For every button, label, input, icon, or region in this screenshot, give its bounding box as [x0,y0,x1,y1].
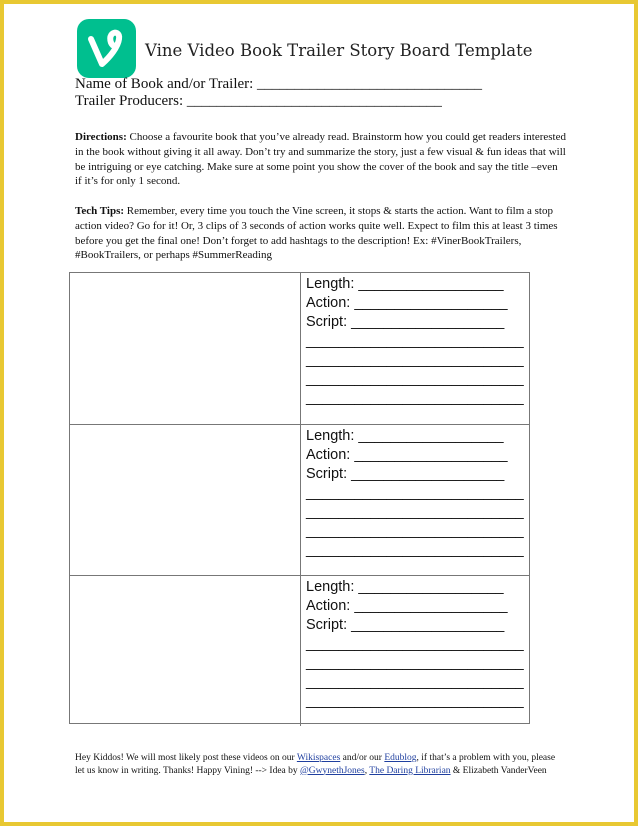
blank-line: ___________________________ [306,542,524,558]
storyboard-notes-cell [301,576,529,726]
edublog-link[interactable]: Edublog [384,753,417,763]
storyboard-table [69,272,530,724]
script-line: Script: ___________________ [306,617,505,633]
script-line: Script: ___________________ [306,314,505,330]
blank-line: ___________________________ [306,655,524,671]
storyboard-notes-cell [301,273,529,424]
blank-line: ___________________________ [306,674,524,690]
storyboard-row [70,273,529,424]
page-title: Vine Video Book Trailer Story Board Template [145,41,533,60]
footer-text: & Elizabeth VanderVeen [450,765,547,776]
vine-logo-icon [77,19,136,78]
footer-text: , [364,765,370,776]
book-name-line: Name of Book and/or Trailer: ______________________________ [75,76,483,92]
blank-line: ___________________________ [306,693,524,709]
producers-line: Trailer Producers: __________________________________ [75,93,442,109]
tech-tips-paragraph [75,204,567,263]
wikispaces-link[interactable]: Wikispaces [296,753,341,763]
directions-text: Choose a favourite book that you’ve already read. Brainstorm how you could get readers interested in the book without giving it all away. Don’t try and summarize the story, just a few visual & fun ideas that will be intriguing or eye catching. Make sure at some point you show the cover of the book and say the title –even if it’s for only 1 second. [75,131,566,188]
blank-line: ___________________________ [306,504,524,520]
gwyneth-jones-link[interactable]: @GwynethJones [300,765,365,776]
footer-text: , if that’s a problem with you, please let us know in writing. Thanks! Happy Vining! --> Idea by [75,753,556,776]
storyboard-row [70,575,529,726]
footer-note [75,752,565,777]
storyboard-notes-cell [301,425,529,575]
blank-line: ___________________________ [306,636,524,652]
tech-tips-text: Remember, every time you touch the Vine screen, it stops & starts the action. Want to film a stop action video? Go for it! Or, 3 clips of 3 seconds of action works quite well. Expect to film this at least 3 times before you get the final one! Don’t forget to add hashtags to the description! Ex: #VinerBookTrailers, #BookTrailers, or perhaps #SummerReading [75,205,558,262]
blank-line: ___________________________ [306,333,524,349]
blank-line: ___________________________ [306,390,524,406]
vine-logo-glyph [77,19,136,78]
length-line: Length: __________________ [306,579,504,595]
tech-tips-label: Tech Tips: [75,205,125,217]
blank-line: ___________________________ [306,352,524,368]
length-line: Length: __________________ [306,276,504,292]
footer-text: Hey Kiddos! We will most likely post these videos on our [75,753,297,763]
daring-librarian-link[interactable]: The Daring Librarian [369,765,451,776]
blank-line: ___________________________ [306,485,524,501]
storyboard-row [70,424,529,575]
action-line: Action: ___________________ [306,598,508,614]
directions-paragraph [75,130,567,189]
storyboard-sketch-cell[interactable] [70,576,301,726]
blank-line: ___________________________ [306,523,524,539]
storyboard-sketch-cell[interactable] [70,273,301,424]
action-line: Action: ___________________ [306,447,508,463]
blank-line: ___________________________ [306,371,524,387]
document-page [4,4,634,822]
storyboard-sketch-cell[interactable] [70,425,301,575]
length-line: Length: __________________ [306,428,504,444]
action-line: Action: ___________________ [306,295,508,311]
footer-text: and/or our [340,753,385,763]
directions-label: Directions: [75,131,127,143]
script-line: Script: ___________________ [306,466,505,482]
